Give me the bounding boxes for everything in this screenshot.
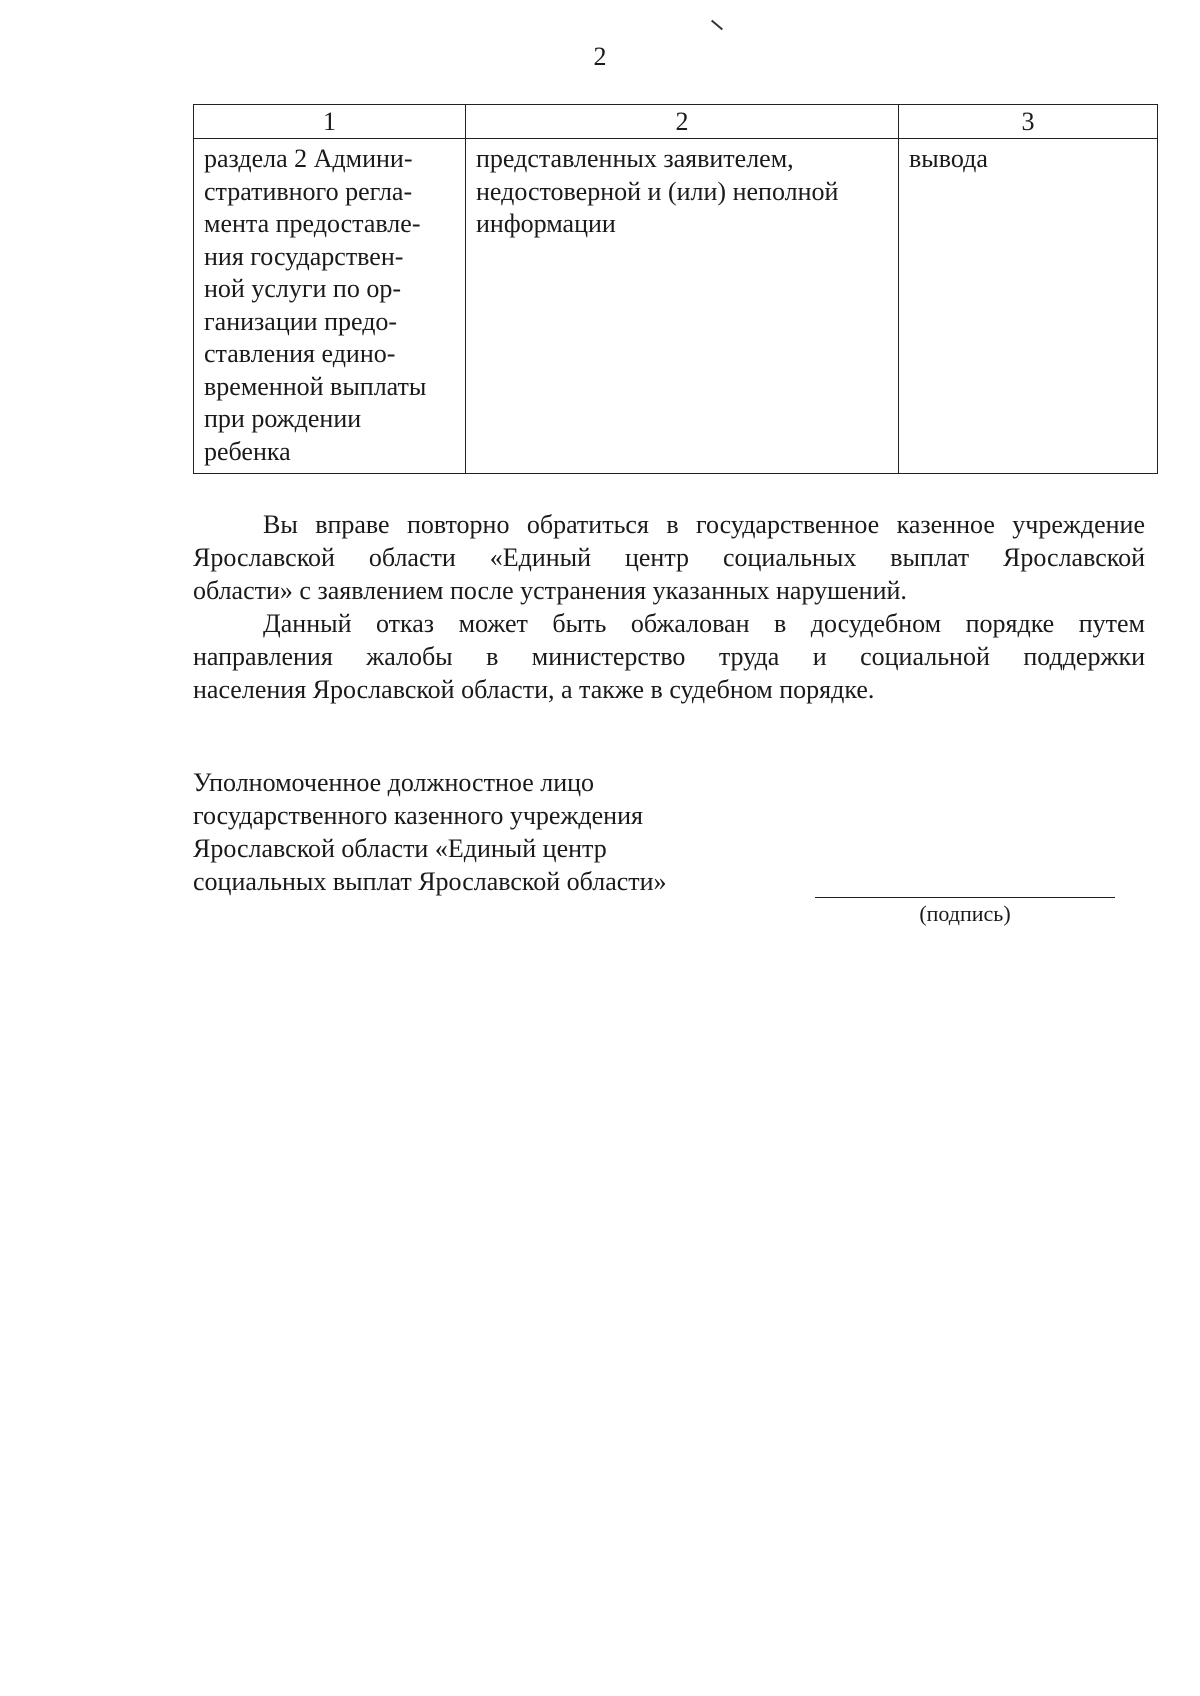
- paragraph-reapply: [193, 508, 1145, 607]
- scan-mark: [711, 20, 723, 31]
- cell-line: ной услуги по ор-: [204, 274, 401, 303]
- table-cell-col2: [466, 139, 899, 474]
- paragraph-line: области» с заявлением после устранения указанных нарушений.: [193, 576, 907, 605]
- paragraph-line: Ярославской области «Единый центр социальных выплат Ярославской: [193, 543, 1145, 572]
- signatory-line: Ярославской области «Единый центр: [193, 834, 607, 863]
- signatory-line: социальных выплат Ярославской области»: [193, 867, 667, 896]
- signature-line: [815, 897, 1115, 898]
- paragraph-appeal: [193, 607, 1145, 706]
- cell-line: ребенка: [204, 436, 291, 466]
- cell-line: при рождении: [204, 404, 362, 433]
- table-cell-col1: [194, 139, 466, 474]
- signature-caption: (подпись): [919, 901, 1011, 926]
- signatory-position: [193, 766, 667, 898]
- cell-line: ния государствен-: [204, 241, 404, 271]
- cell-line: недостоверной и (или) неполной: [476, 176, 839, 206]
- signatory-line: государственного казенного учреждения: [193, 801, 643, 830]
- cell-line: представленных заявителем,: [476, 144, 794, 173]
- document-table: [193, 104, 1158, 474]
- page-number: 2: [593, 42, 607, 71]
- table-header-cell: 1: [194, 105, 466, 139]
- cell-line: вывода: [909, 144, 988, 173]
- paragraph-line: населения Ярославской области, а также в судебном порядке.: [193, 675, 875, 704]
- cell-line: раздела 2 Админи-: [204, 144, 413, 173]
- signatory-line: Уполномоченное должностное лицо: [193, 768, 595, 797]
- cell-line: ганизации предо-: [204, 306, 398, 336]
- paragraph-line: направления жалобы в министерство труда и социальной поддержки: [193, 642, 1145, 671]
- table-header-cell: 2: [466, 105, 899, 139]
- cell-line: мента предоставле-: [204, 209, 421, 238]
- paragraph-line: Данный отказ может быть обжалован в досудебном порядке путем: [263, 609, 1145, 638]
- table-header-row: [194, 105, 1158, 139]
- cell-line: стративного регла-: [204, 176, 413, 206]
- paragraph-line: Вы вправе повторно обратиться в государственное казенное учреждение: [263, 510, 1145, 539]
- table-cell-col3: [899, 139, 1158, 474]
- table-row: [194, 139, 1158, 474]
- cell-line: информации: [476, 209, 616, 238]
- table-header-cell: 3: [899, 105, 1158, 139]
- cell-line: временной выплаты: [204, 371, 427, 401]
- cell-line: ставления едино-: [204, 339, 396, 368]
